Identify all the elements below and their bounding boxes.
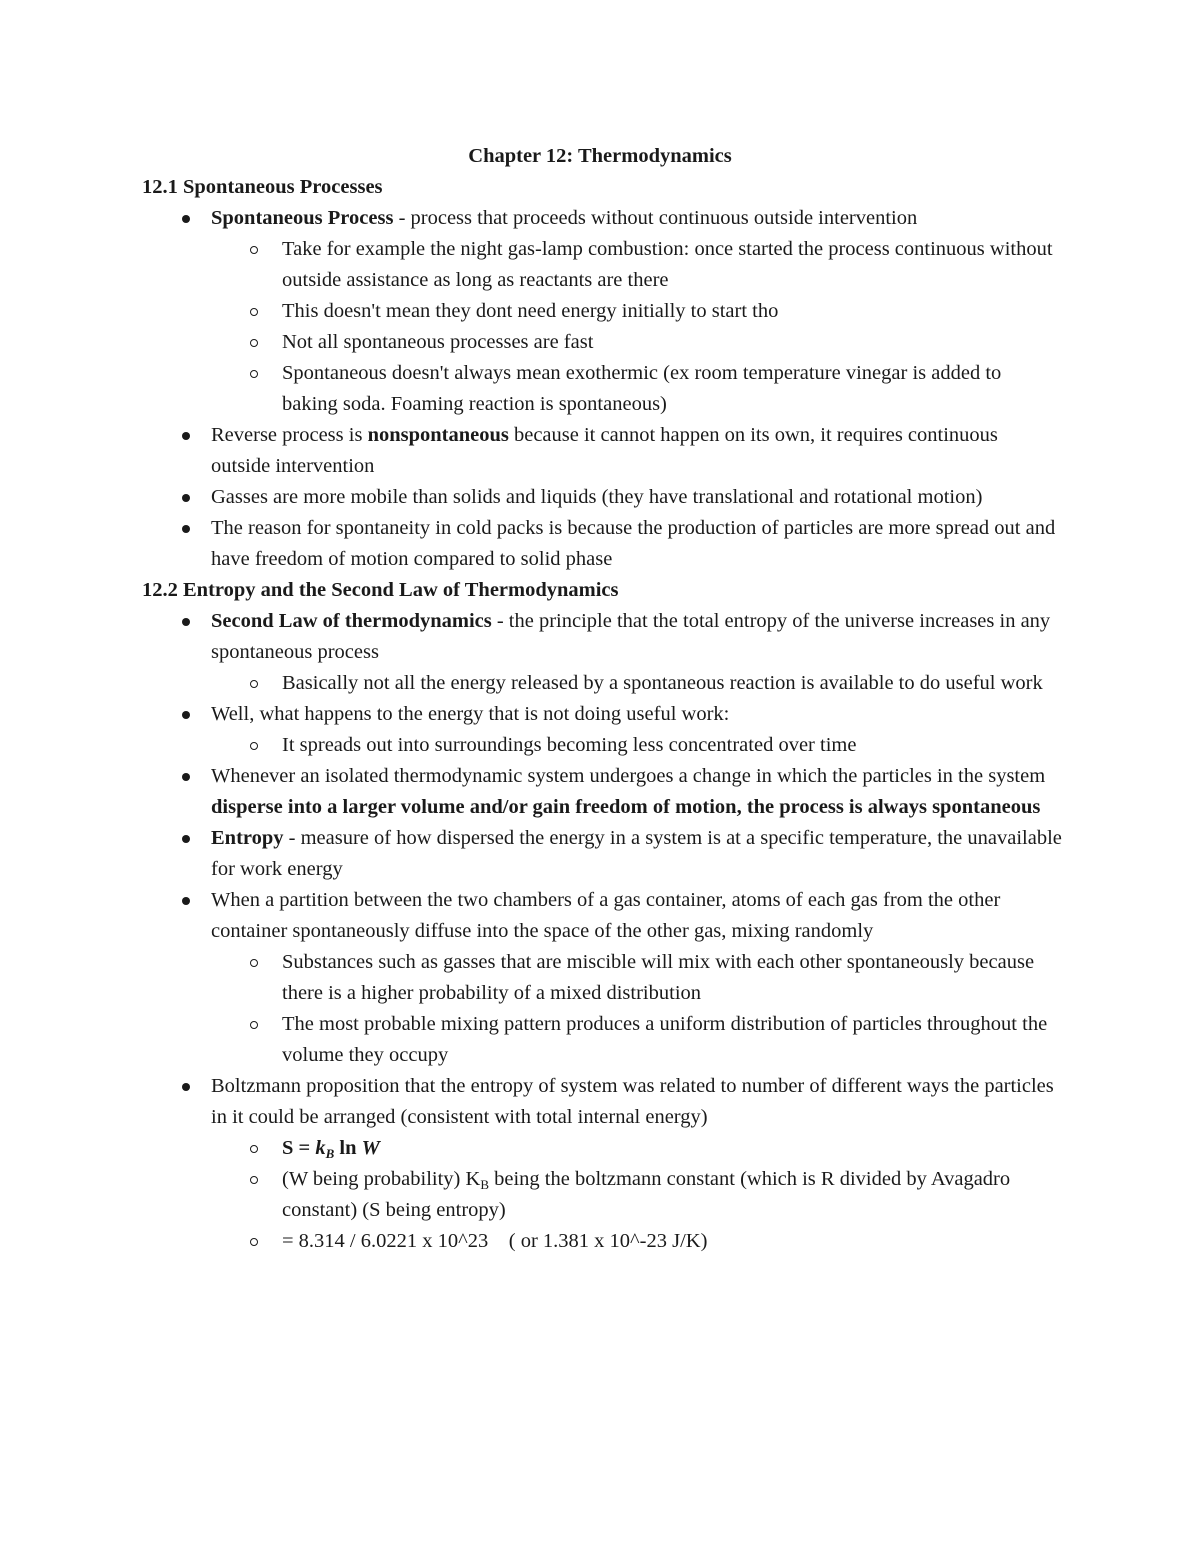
sub-list-item bbox=[211, 668, 1062, 699]
sub-bullet-list bbox=[211, 730, 1062, 761]
document-content bbox=[142, 172, 1062, 1257]
hollow-bullet-icon bbox=[250, 742, 258, 750]
boltzmann-formula bbox=[282, 1137, 380, 1159]
formula-w: W bbox=[361, 1137, 380, 1159]
section-heading-12-1: 12.1 Spontaneous Processes bbox=[142, 176, 383, 198]
emphasis-text: disperse into a larger volume and/or gain freedom of motion, the process is always spontaneous bbox=[211, 796, 1041, 818]
sub-list-item bbox=[211, 947, 1062, 1009]
sub-list-item bbox=[211, 358, 1062, 420]
sub-item-text: Not all spontaneous processes are fast bbox=[282, 331, 594, 353]
sub-item-text: It spreads out into surroundings becoming less concentrated over time bbox=[282, 734, 857, 756]
filled-bullet-icon bbox=[182, 897, 190, 905]
section-heading-12-2: 12.2 Entropy and the Second Law of Thermodynamics bbox=[142, 579, 619, 601]
formula-k-subscript: B bbox=[325, 1146, 335, 1161]
formula-ln: ln bbox=[334, 1137, 362, 1159]
list-item bbox=[142, 699, 1062, 761]
item-text: because it cannot happen on its own, it requires continuous outside intervention bbox=[211, 424, 998, 477]
bullet-list bbox=[142, 606, 1062, 1257]
subscript: B bbox=[480, 1177, 489, 1192]
list-item bbox=[142, 482, 1062, 513]
filled-bullet-icon bbox=[182, 773, 190, 781]
sub-item-text: Substances such as gasses that are miscible will mix with each other spontaneously because there is a higher probability of a mixed distribution bbox=[282, 951, 1035, 1004]
sub-item-text: being the boltzmann constant (which is R divided by Avagadro constant) (S being entropy) bbox=[282, 1168, 1011, 1221]
filled-bullet-icon bbox=[182, 215, 190, 223]
sub-list-item bbox=[211, 327, 1062, 358]
list-item bbox=[142, 823, 1062, 885]
formula-lhs: S = bbox=[282, 1137, 316, 1159]
hollow-bullet-icon bbox=[250, 680, 258, 688]
sub-item-text: = 8.314 / 6.0221 x 10^23 ( or 1.381 x 10^-23 J/K) bbox=[282, 1230, 708, 1252]
sub-bullet-list bbox=[211, 947, 1062, 1071]
item-text: Well, what happens to the energy that is not doing useful work: bbox=[211, 703, 730, 725]
sub-list-item bbox=[211, 1133, 1062, 1164]
hollow-bullet-icon bbox=[250, 1021, 258, 1029]
list-item bbox=[142, 885, 1062, 1071]
sub-list-item bbox=[211, 234, 1062, 296]
sub-list-item bbox=[211, 1226, 1062, 1257]
definition-text: - measure of how dispersed the energy in a system is at a specific temperature, the unavailable for work energy bbox=[211, 827, 1062, 880]
filled-bullet-icon bbox=[182, 525, 190, 533]
hollow-bullet-icon bbox=[250, 246, 258, 254]
sub-list-item bbox=[211, 730, 1062, 761]
sub-bullet-list bbox=[211, 234, 1062, 420]
sub-item-text: Basically not all the energy released by a spontaneous reaction is available to do useful work bbox=[282, 672, 1043, 694]
sub-list-item bbox=[211, 296, 1062, 327]
item-text: Whenever an isolated thermodynamic system undergoes a change in which the particles in the system bbox=[211, 765, 1046, 787]
sub-item-text: The most probable mixing pattern produces a uniform distribution of particles throughout the volume they occupy bbox=[282, 1013, 1048, 1066]
hollow-bullet-icon bbox=[250, 370, 258, 378]
term: Second Law of thermodynamics bbox=[211, 610, 492, 632]
filled-bullet-icon bbox=[182, 1083, 190, 1091]
term: Entropy bbox=[211, 827, 284, 849]
list-item bbox=[142, 606, 1062, 699]
hollow-bullet-icon bbox=[250, 308, 258, 316]
sub-item-text: Spontaneous doesn't always mean exothermic (ex room temperature vinegar is added to baking soda. Foaming reaction is spontaneous) bbox=[282, 362, 1002, 415]
list-item bbox=[142, 1071, 1062, 1257]
list-item bbox=[142, 761, 1062, 823]
item-text: Gasses are more mobile than solids and liquids (they have translational and rotational motion) bbox=[211, 486, 983, 508]
hollow-bullet-icon bbox=[250, 959, 258, 967]
filled-bullet-icon bbox=[182, 835, 190, 843]
sub-list-item bbox=[211, 1164, 1062, 1226]
hollow-bullet-icon bbox=[250, 1176, 258, 1184]
filled-bullet-icon bbox=[182, 711, 190, 719]
bullet-list bbox=[142, 203, 1062, 575]
hollow-bullet-icon bbox=[250, 339, 258, 347]
hollow-bullet-icon bbox=[250, 1238, 258, 1246]
list-item bbox=[142, 420, 1062, 482]
filled-bullet-icon bbox=[182, 432, 190, 440]
sub-item-text: (W being probability) K bbox=[282, 1168, 481, 1190]
item-text: The reason for spontaneity in cold packs is because the production of particles are more spread out and have freedom of motion compared to solid phase bbox=[211, 517, 1056, 570]
filled-bullet-icon bbox=[182, 618, 190, 626]
term: Spontaneous Process bbox=[211, 207, 394, 229]
term: nonspontaneous bbox=[367, 424, 509, 446]
item-text: When a partition between the two chambers of a gas container, atoms of each gas from the other container spontaneously diffuse into the space of the other gas, mixing randomly bbox=[211, 889, 1001, 942]
item-text: Reverse process is bbox=[211, 424, 368, 446]
sub-bullet-list bbox=[211, 1133, 1062, 1257]
list-item bbox=[142, 513, 1062, 575]
filled-bullet-icon bbox=[182, 494, 190, 502]
sub-item-text: This doesn't mean they dont need energy initially to start tho bbox=[282, 300, 779, 322]
formula-k: k bbox=[315, 1137, 326, 1159]
chapter-title: Chapter 12: Thermodynamics bbox=[468, 145, 732, 167]
sub-item-text: Take for example the night gas-lamp combustion: once started the process continuous without outside assistance as long as reactants are there bbox=[282, 238, 1053, 291]
definition-text: - the principle that the total entropy of the universe increases in any spontaneous process bbox=[211, 610, 1051, 663]
definition-text: - process that proceeds without continuous outside intervention bbox=[393, 207, 918, 229]
hollow-bullet-icon bbox=[250, 1145, 258, 1153]
item-text: Boltzmann proposition that the entropy of system was related to number of different ways the particles in it could be arranged (consistent with total internal energy) bbox=[211, 1075, 1054, 1128]
list-item bbox=[142, 203, 1062, 420]
sub-bullet-list bbox=[211, 668, 1062, 699]
sub-list-item bbox=[211, 1009, 1062, 1071]
